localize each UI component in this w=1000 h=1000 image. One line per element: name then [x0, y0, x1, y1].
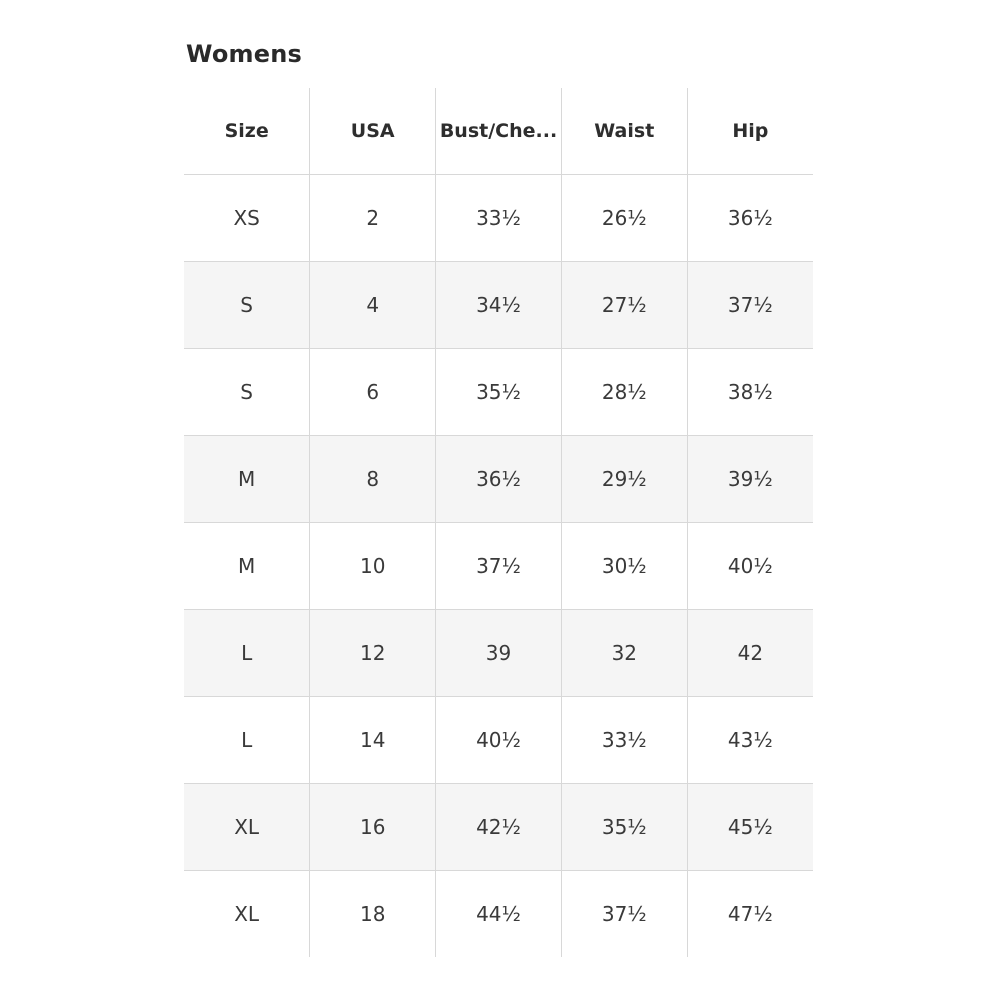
table-row	[184, 436, 813, 523]
page-title: Womens	[186, 40, 302, 68]
table-cell-waist: 37½	[561, 871, 687, 958]
table-row	[184, 523, 813, 610]
table-cell-bust-chest: 36½	[436, 436, 562, 523]
table-cell-hip: 36½	[687, 175, 813, 262]
table-cell-usa: 18	[310, 871, 436, 958]
table-cell-usa: 2	[310, 175, 436, 262]
column-header-bust-chest: Bust/Che...	[436, 88, 562, 175]
table-cell-waist: 32	[561, 610, 687, 697]
table-cell-bust-chest: 39	[436, 610, 562, 697]
table-cell-waist: 33½	[561, 697, 687, 784]
table-cell-waist: 29½	[561, 436, 687, 523]
column-header-hip: Hip	[687, 88, 813, 175]
table-cell-bust-chest: 37½	[436, 523, 562, 610]
table-cell-hip: 47½	[727, 902, 773, 926]
table-cell-bust-chest: 42½	[436, 784, 562, 871]
table-cell-usa: 16	[310, 784, 436, 871]
table-row	[184, 610, 813, 697]
table-cell-waist: 35½	[561, 784, 687, 871]
column-header-waist: Waist	[561, 88, 687, 175]
table-cell-waist: 27½	[561, 262, 687, 349]
table-cell-hip: 37½	[687, 262, 813, 349]
table-row	[184, 871, 813, 958]
table-cell-size: M	[184, 436, 310, 523]
table-cell-size: XL	[184, 871, 310, 958]
table-cell-waist: 30½	[561, 523, 687, 610]
table-cell-size: L	[184, 697, 310, 784]
table-cell-hip: 38½	[687, 349, 813, 436]
table-row	[184, 784, 813, 871]
table-cell-bust-chest: 44½	[436, 871, 562, 958]
table-cell-bust-chest: 35½	[436, 349, 562, 436]
table-cell-usa: 8	[310, 436, 436, 523]
table-cell-waist: 28½	[561, 349, 687, 436]
table-row	[184, 175, 813, 262]
table-cell-usa: 12	[310, 610, 436, 697]
table-cell-waist: 26½	[561, 175, 687, 262]
table-body	[184, 175, 813, 958]
table-cell-size: XS	[184, 175, 310, 262]
table-cell-size: S	[184, 349, 310, 436]
table-cell-size: XL	[184, 784, 310, 871]
table-cell-hip: 42	[687, 610, 813, 697]
table-cell-usa: 10	[310, 523, 436, 610]
table-cell-hip: 43½	[687, 697, 813, 784]
table-cell-bust-chest: 33½	[436, 175, 562, 262]
table-cell-bust-chest: 40½	[436, 697, 562, 784]
table-cell-hip: 40½	[687, 523, 813, 610]
column-header-usa: USA	[310, 88, 436, 175]
table-cell-usa: 14	[310, 697, 436, 784]
table-cell-hip: 45½	[687, 784, 813, 871]
column-header-size: Size	[184, 88, 310, 175]
size-chart-table	[184, 88, 813, 957]
table-cell-size: L	[184, 610, 310, 697]
table-row	[184, 697, 813, 784]
table-row	[184, 262, 813, 349]
table-cell-usa: 4	[310, 262, 436, 349]
table-row	[184, 349, 813, 436]
table-cell-size: S	[184, 262, 310, 349]
table-cell-hip: 39½	[687, 436, 813, 523]
table-cell-size: M	[184, 523, 310, 610]
table-header-row	[184, 88, 813, 175]
table-cell-usa: 6	[310, 349, 436, 436]
table-cell-bust-chest: 34½	[436, 262, 562, 349]
